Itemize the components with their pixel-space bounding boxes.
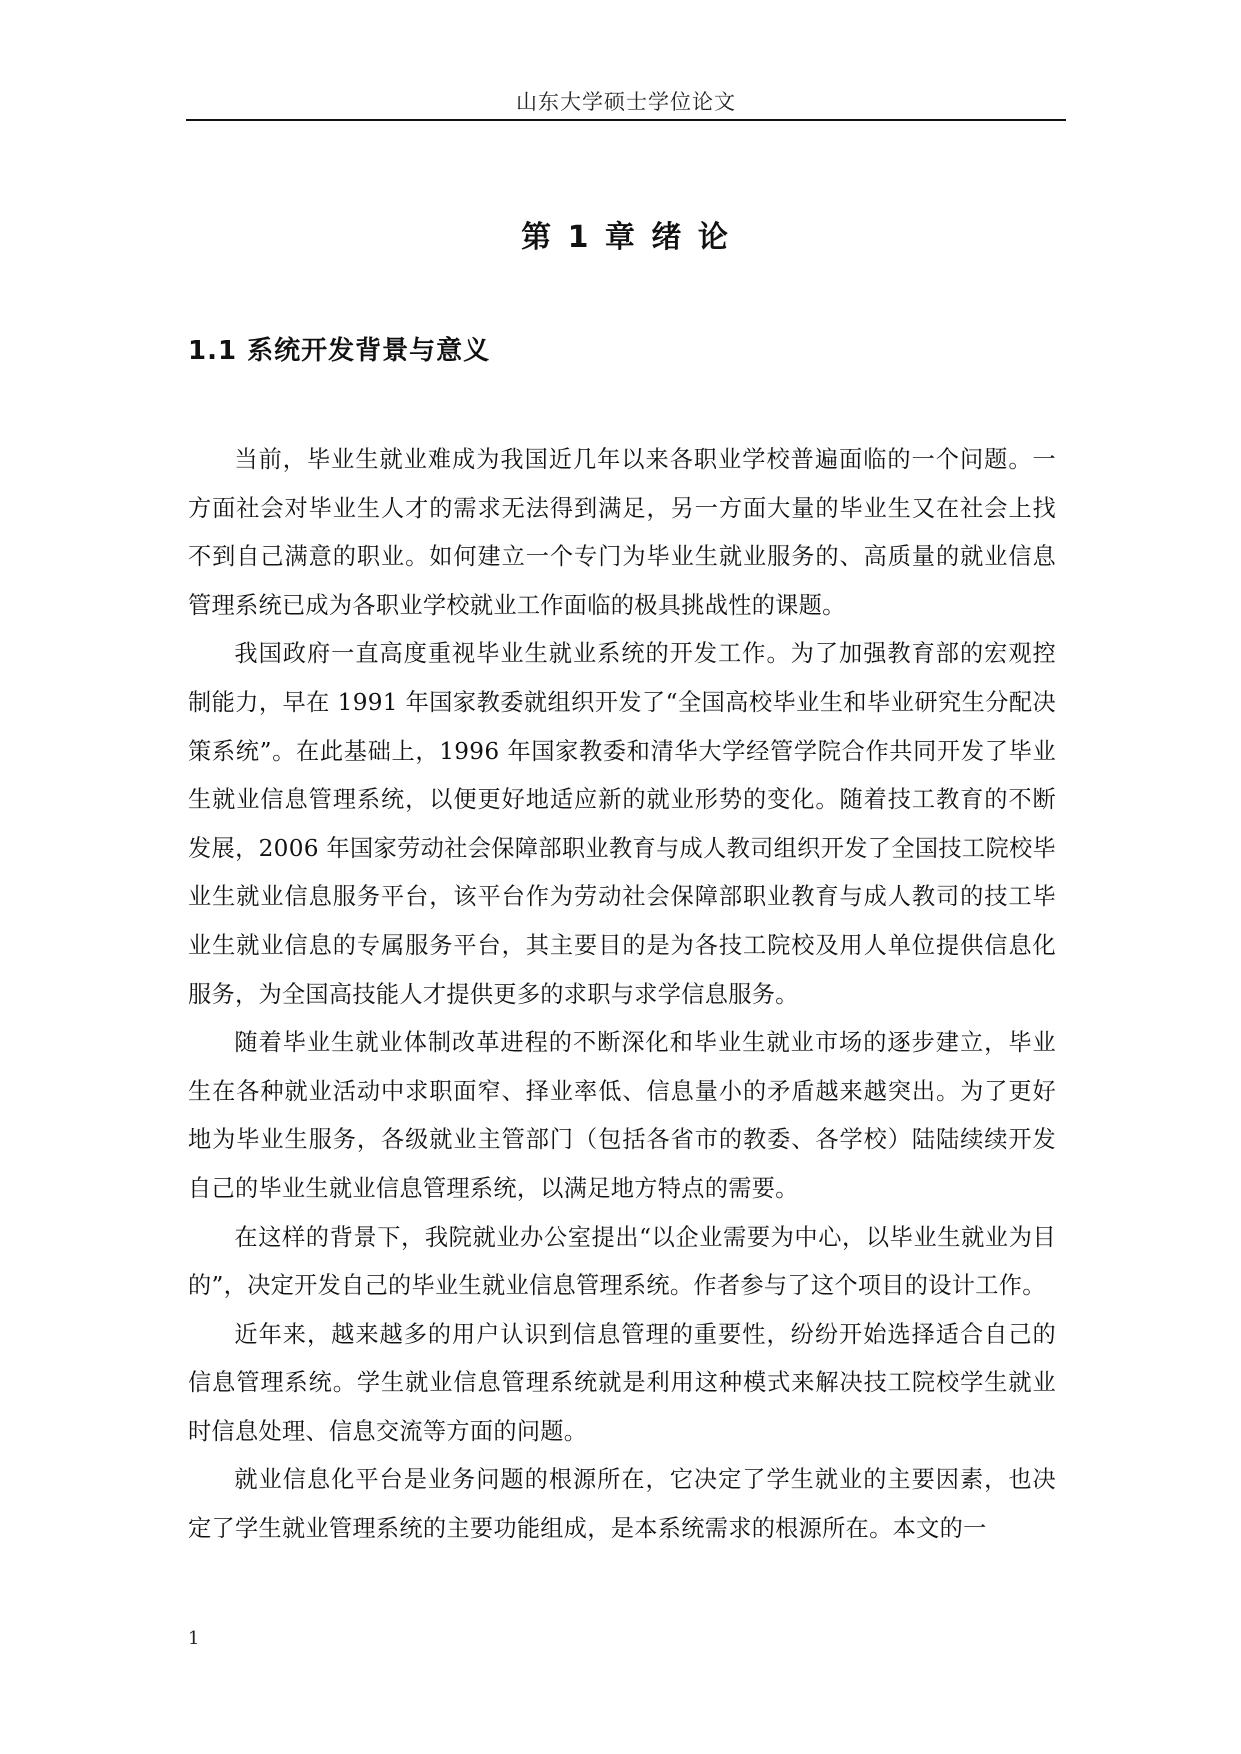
page-number: 1 [188, 1628, 200, 1649]
paragraph: 我国政府一直高度重视毕业生就业系统的开发工作。为了加强教育部的宏观控制能力，早在 1991 年国家教委就组织开发了“全国高校毕业生和毕业研究生分配决策系统”。在此基础上，1996 年国家教委和清华大学经管学院合作共同开发了毕业生就业信息管理系统，以便更好地适应新的就业形势的变化。随着技工教育的不断发展，2006 年国家劳动社会保障部职业教育与成人教司组织开发了全国技工院校毕业生就业信息服务平台，该平台作为劳动社会保障部职业教育与成人教司的技工毕业生就业信息的专属服务平台，其主要目的是为各技工院校及用人单位提供信息化服务，为全国高技能人才提供更多的求职与求学信息服务。 [188, 640, 1056, 1008]
body-text [188, 436, 1056, 1554]
running-header: 山东大学硕士学位论文 [516, 90, 736, 114]
section-title: 1.1 系统开发背景与意义 [188, 336, 491, 366]
header-rule [186, 119, 1066, 121]
paragraph: 在这样的背景下，我院就业办公室提出“以企业需要为中心，以毕业生就业为目的”，决定开发自己的毕业生就业信息管理系统。作者参与了这个项目的设计工作。 [188, 1223, 1056, 1300]
paragraph: 当前，毕业生就业难成为我国近几年以来各职业学校普遍面临的一个问题。一方面社会对毕业生人才的需求无法得到满足，另一方面大量的毕业生又在社会上找不到自己满意的职业。如何建立一个专门为毕业生就业服务的、高质量的就业信息管理系统已成为各职业学校就业工作面临的极具挑战性的课题。 [188, 446, 1056, 619]
chapter-title: 第 1 章 绪 论 [521, 220, 731, 255]
paragraph: 近年来，越来越多的用户认识到信息管理的重要性，纷纷开始选择适合自己的信息管理系统。学生就业信息管理系统就是利用这种模式来解决技工院校学生就业时信息处理、信息交流等方面的问题。 [188, 1320, 1056, 1445]
paragraph: 就业信息化平台是业务问题的根源所在，它决定了学生就业的主要因素，也决定了学生就业管理系统的主要功能组成，是本系统需求的根源所在。本文的一 [188, 1466, 1056, 1543]
paragraph: 随着毕业生就业体制改革进程的不断深化和毕业生就业市场的逐步建立，毕业生在各种就业活动中求职面窄、择业率低、信息量小的矛盾越来越突出。为了更好地为毕业生服务，各级就业主管部门（包括各省市的教委、各学校）陆陆续续开发自己的毕业生就业信息管理系统，以满足地方特点的需要。 [188, 1029, 1056, 1202]
